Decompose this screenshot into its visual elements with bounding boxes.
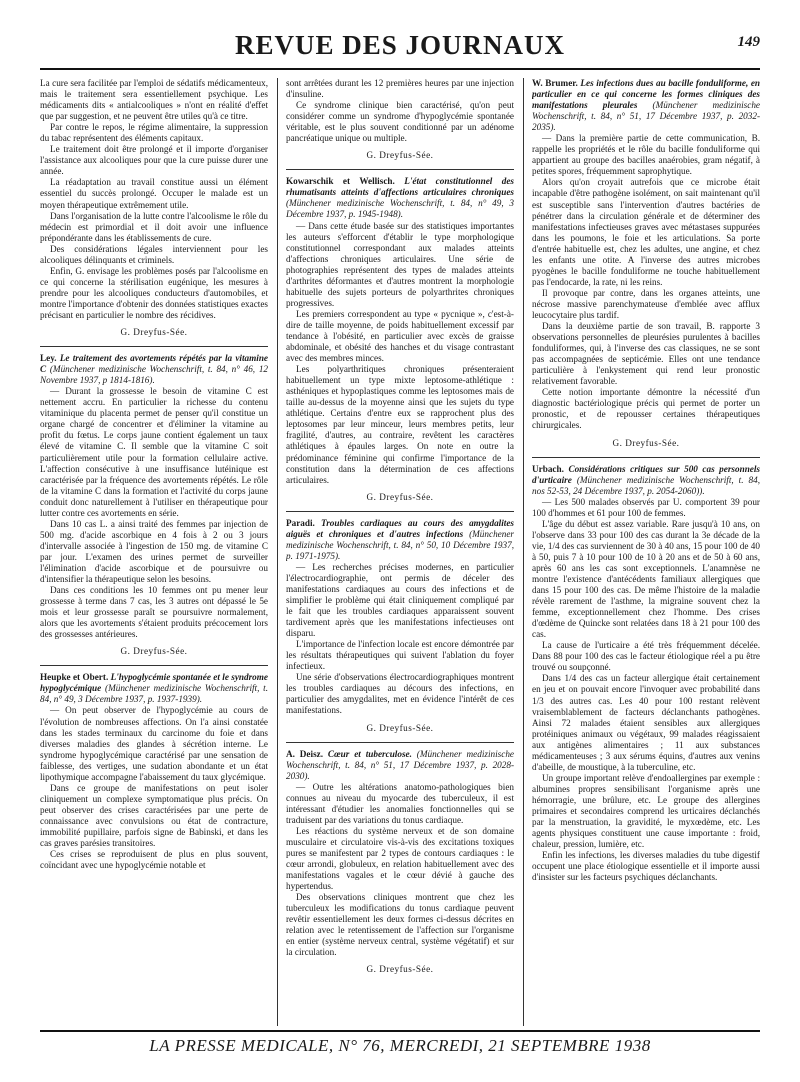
article-citation: (Münchener medizinische Wochenschrift, t. 84, n° 51, 17 Décembre 1937, p. 2028-2030). <box>286 748 514 781</box>
article-title: Troubles cardiaques au cours des amygdalites aiguës et chroniques et d'autres infections <box>286 517 514 539</box>
paragraph: Dans 10 cas L. a ainsi traité des femmes par injection de 500 mg. d'acide ascorbique en 4 fois à 2 ou 3 jours d'intervalle associée à l'ingestion de 150 mg. de vitamine C par jour. L'examen des urines permet de surveiller l'élimination d'acide ascorbique et de poursuivre ou d'intensifier la thérapeutique selon les besoins. <box>40 518 268 585</box>
paragraph: Un groupe important relève d'endoallergines par exemple : albumines propres sensibilisant l'organisme après une hémorragie, une brûlure, etc. Le groupe des allergines primaires et secondaires comprend les urticaires déclanchés par la menstruation, la gravidité, le myxœdème, etc. Les agents physiques constituent une cause importante : froid, chaleur, pression, lumière, etc. <box>532 772 760 850</box>
paragraph: — Durant la grossesse le besoin de vitamine C est nettement accru. En particulier la richesse du contenu vitaminique du placenta permet de penser qu'il constitue un organe chargé de concentrer et d'éliminer la vitamine au profit du fœtus. Le corps jaune contient également un taux élevé de vitamine C. Il semble que la vitamine C soit particulièrement utile pour la formation cellulaire active. L'affection consécutive à une insuffisance lutéinique est caractérisée par la fréquence des avortements répétés. Le rôle de la vitamine C dans la formation et l'activité du corps jaune conduit donc naturellement à l'utiliser en thérapeutique pour lutter contre ces avortements en série. <box>40 386 268 518</box>
article-title: Les infections dues au bacille fonduliforme, en particulier en ce qui concerne les formes cliniques des manifestations pleurales <box>532 78 760 111</box>
signature: G. Dreyfus-Sée. <box>366 150 434 161</box>
article-citation: (Münchener medizinische Wochenschrift, t. 84, n° 49, 3 Décembre 1937, p. 1945-1948). <box>286 198 514 220</box>
paragraph: Alors qu'on croyait autrefois que ce microbe était incapable d'être pathogène isolément, on sait maintenant qu'il est susceptible sans l'intervention d'autres bactéries de pénétrer dans la circulation générale et de déterminer des manifestations infectieuses graves avec métastases suppurées dans les poumons, le foie et les articulations. Sa porte d'entrée habituelle est, chez les adultes, une angine, et chez les enfants une otite. A l'inverse des autres microbes pyogènes le bacille fonduliforme ne touche habituellement pas l'endocarde, la rate, ni les reins. <box>532 177 760 287</box>
paragraph: Les réactions du système nerveux et de son domaine musculaire et circulatoire vis-à-vis des excitations toxiques pures se manifestent par 2 types de contours cardiaques : le cœur arrondi, globuleux, en relation habituellement avec des manifestations vagales et le cœur dévié à gauche des hypertendus. <box>286 825 514 892</box>
article-heading <box>40 353 268 386</box>
page-footer: LA PRESSE MEDICALE, N° 76, MERCREDI, 21 SEPTEMBRE 1938 <box>149 1036 651 1055</box>
paragraph: Dans l'organisation de la lutte contre l'alcoolisme le rôle du médecin est primordial et il doit avoir une influence prépondérante dans les établissements de cure. <box>40 210 268 243</box>
paragraph: Une série d'observations électrocardiographiques montrent les troubles cardiaques au décours des infections, en particulier des amygdalites, met en évidence l'intérêt de ces manifestations. <box>286 672 514 716</box>
paragraph: — Les 500 malades observés par U. comportent 39 pour 100 d'hommes et 61 pour 100 de femmes. <box>532 496 760 518</box>
article-separator <box>40 346 268 347</box>
column-2 <box>286 78 514 1026</box>
article-citation: (Münchener medizinische Wochenschrift, t. 84, n° 50, 10 Décembre 1937, p. 1971-1975). <box>286 528 514 561</box>
paragraph: L'âge du début est assez variable. Rare jusqu'à 10 ans, on l'observe dans 33 pour 100 des cas durant la 3e décade de la vie, 1/4 des cas surviennent de 30 à 40 ans, 15 pour 100 de 40 à 50, puis 7 à 10 pour 100 de 10 à 20 ans et de 50 à 60 ans, après 60 ans les cas sont exceptionnels. L'anamnèse ne montre l'existence d'antécédents familiaux allergiques que dans 15 pour 100 des cas. De même l'histoire de la maladie révèle rarement de l'asthme, la migraine souvent chez la femme, exceptionnellement chez l'homme. Des crises d'œdème de Quincke sont relatées dans 18 à 21 pour 100 des cas. <box>532 518 760 640</box>
article-title: L'hypoglycémie spontanée et le syndrome hypoglycémique <box>40 672 268 694</box>
article-separator <box>40 665 268 666</box>
paragraph: — On peut observer de l'hypoglycémie au cours de l'évolution de nombreuses affections. On l'a ainsi constatée dans les stades terminaux du carcinome du foie et dans diverses maladies des glandes à sécrétion interne. Le syndrome hypoglycémique caractérisé par une sensation de faiblesse, des vertiges, une sudation abondante et un état lipothymique accompagne l'abaissement du taux glycémique. <box>40 705 268 782</box>
signature: G. Dreyfus-Sée. <box>120 646 188 657</box>
paragraph: Enfin les infections, les diverses maladies du tube digestif occupent une place étiologique essentielle et il importe aussi d'insister sur les facteurs psychiques déclanchants. <box>532 850 760 883</box>
article-separator <box>286 511 514 512</box>
paragraph: Cette notion importante démontre la nécessité d'un diagnostic bactériologique précis qui permet de porter un pronostic, et de repousser certaines thérapeutiques chirurgicales. <box>532 387 760 431</box>
footer-rule <box>40 1030 760 1032</box>
paragraph: Des considérations légales interviennent pour les alcooliques délinquants et criminels. <box>40 243 268 265</box>
journal-title: REVUE DES JOURNAUX <box>234 30 566 60</box>
paragraph: — Dans la première partie de cette communication, B. rappelle les propriétés et le rôle du bacille fonduliforme qui appartient au groupe des bacilles anaérobies, gram négatif, à petites spores, fréquemment saprophytique. <box>532 133 760 177</box>
column-1 <box>40 78 268 1026</box>
paragraph: sont arrêtées durant les 12 premières heures par une injection d'insuline. <box>286 78 514 100</box>
paragraph: Le traitement doit être prolongé et il importe d'organiser l'assistance aux alcooliques pour que la cure puisse durer une année. <box>40 144 268 177</box>
paragraph: Dans ces conditions les 10 femmes ont pu mener leur grossesse à terme dans 7 cas, les 3 autres ont dépassé le 5e mois et leur grossesse paraît se poursuivre normalement, alors que les avortements s'étaient produits précocement lors des grossesses antérieures. <box>40 585 268 640</box>
paragraph: Ces crises se reproduisent de plus en plus souvent, coïncidant avec une hypoglycémie notable et <box>40 849 268 871</box>
article-author: A. Deisz. <box>286 748 324 759</box>
paragraph: Ce syndrome clinique bien caractérisé, qu'on peut considérer comme un syndrome d'hypoglycémie spontanée véritable, est le plus souvent conditionné par un adénome pancréatique unique ou multiple. <box>286 100 514 144</box>
article-citation: (Münchener medizinische Wochenschrift, t. 84, n° 49, 3 Décembre 1937, p. 1937-1939). <box>40 683 268 705</box>
article-title: Le traitement des avortements répétés par la vitamine C <box>40 353 268 375</box>
article-heading <box>532 464 760 497</box>
header-rule <box>40 68 760 70</box>
paragraph: — Les recherches précises modernes, en particulier l'électrocardiographie, ont permis de déceler des manifestations cardiaques au cours des infections et de simplifier le problème qui était cliniquement compliqué par le fait que les troubles cardiaques apparaissent souvent tardivement après que les manifestations infectieuses ont disparu. <box>286 561 514 639</box>
paragraph: La cause de l'urticaire a été très fréquemment décelée. Dans 88 pour 100 des cas le facteur étiologique réel a pu être trouvé ou soupçonné. <box>532 640 760 673</box>
article-author: Urbach. <box>532 463 564 474</box>
paragraph: Il provoque par contre, dans les organes atteints, une nécrose massive parenchymateuse d'emblée avec afflux leucocytaire plus tardif. <box>532 287 760 320</box>
article-author: Heupke et Obert. <box>40 672 109 683</box>
article-heading <box>286 518 514 562</box>
article-author: W. Brumer. <box>532 78 578 88</box>
column-3 <box>532 78 760 1026</box>
article-heading <box>286 176 514 220</box>
article-separator <box>286 742 514 743</box>
article-author: Paradi. <box>286 517 315 528</box>
article-author: Ley. <box>40 353 57 364</box>
article-title: Considérations critiques sur 500 cas personnels d'urticaire <box>532 463 760 485</box>
signature: G. Dreyfus-Sée. <box>366 491 434 502</box>
paragraph: Dans 1/4 des cas un facteur allergique était certainement en jeu et on pouvait encore l'invoquer avec probabilité dans 1/3 des autres cas. Les 40 pour 100 restant relèvent vraisemblablement de facteurs déclanchants pathogènes. Ainsi 72 malades étaient sensibles aux allergiques protéiniques animaux ou végétaux, 99 malades réagissaient aux antigènes alimentaires ; 11 aux substances médicamenteuses ; 3 aux sérums équins, d'autres aux venins d'abeille, de moustique, à la tuberculine, etc. <box>532 673 760 772</box>
paragraph: Des observations cliniques montrent que chez les tuberculeux les modifications du tonus cardiaque peuvent revêtir essentiellement les deux formes ci-dessus décrites en relation avec le retentissement de l'affection sur l'organisme en entier (système nerveux central, système végétatif) et sur la circulation. <box>286 892 514 958</box>
article-author: Kowarschik et Wellisch. <box>286 176 395 187</box>
article-heading <box>286 749 514 782</box>
signature: G. Dreyfus-Sée. <box>366 964 434 975</box>
signature: G. Dreyfus-Sée. <box>612 437 680 448</box>
paragraph: Dans la deuxième partie de son travail, B. rapporte 3 observations personnelles de pleurésies purulentes à bacilles fonduliformes, qui, à l'inverse des cas classiques, ne se sont pas accompagnées de septicémie. Elles ont une tendance particulière à l'enkystement qui rend leur pronostic relativement favorable. <box>532 321 760 387</box>
column-divider <box>523 78 524 1026</box>
article-title: L'état constitutionnel des rhumatisants atteints d'affections articulaires chroniques <box>286 176 514 198</box>
article-columns <box>40 78 760 1026</box>
paragraph: Dans ce groupe de manifestations on peut isoler cliniquement un complexe symptomatique plus précis. On peut observer des crises caractérisées par une perte de connaissance avec convulsions ou état de contracture, immobilité pupillaire, parfois signe de Babinski, et dans les cas graves parésies transitoires. <box>40 782 268 849</box>
page-header <box>40 26 760 66</box>
article-citation: (Münchener medizinische Wochenschrift, t. 84, nos 52-53, 24 Décembre 1937, p. 2054-2060)). <box>532 474 760 496</box>
article-separator <box>286 169 514 170</box>
paragraph: Enfin, G. envisage les problèmes posés par l'alcoolisme en ce qui concerne la stérilisation eugénique, les mesures à prendre pour les alcooliques conducteurs d'automobiles, et montre l'importance d'obtenir des données statistiques exactes précisant en particulier le nombre des récidives. <box>40 265 268 320</box>
paragraph: L'importance de l'infection locale est encore démontrée par les résultats thérapeutiques qui suivent l'ablation du foyer infectieux. <box>286 639 514 672</box>
paragraph: La cure sera facilitée par l'emploi de sédatifs médicamenteux, mais le traitement sera essentiellement psychique. Les médicaments dits « antialcooliques » n'ont en réalité d'effet que par suggestion, et ne peuvent être utiles qu'à ce titre. <box>40 78 268 122</box>
signature: G. Dreyfus-Sée. <box>120 327 188 338</box>
paragraph: — Dans cette étude basée sur des statistiques importantes les auteurs s'efforcent d'établir le type morphologique constitutionnel correspondant aux malades atteints d'affections chroniques articulaires. Une série de photographies représentent des types de malades atteints d'arthrites déformantes et d'autres montrent la morphologie habituelle des sujets porteurs de polyarthrites chroniques progressives. <box>286 220 514 308</box>
article-heading <box>532 78 760 133</box>
signature: G. Dreyfus-Sée. <box>366 722 434 733</box>
article-separator <box>532 457 760 458</box>
paragraph: La réadaptation au travail constitue aussi un élément essentiel du succès prolongé. Occuper le malade est un moyen thérapeutique extrêmement utile. <box>40 177 268 210</box>
paragraph: Les premiers correspondent au type « pycnique », c'est-à-dire de taille moyenne, de poids habituellement excessif par tendance à l'obésité, en particulier avec excès de graisse abdominale, et obésité des hanches et du visage contrastant avec des membres minces. <box>286 308 514 364</box>
page-number: 149 <box>737 34 760 50</box>
paragraph: Par contre le repos, le régime alimentaire, la suppression du tabac représentent des éléments capitaux. <box>40 122 268 144</box>
column-divider <box>277 78 278 1026</box>
article-title: Cœur et tuberculose. <box>327 748 412 759</box>
paragraph: Les polyarthritiques chroniques présenteraient habituellement un type mixte leptosome-athlétique : asthéniques et hypoplastiques comme les leptosomes mais de taille au-dessus de la moyenne ainsi que les sujets du type athlétique. Certains d'entre eux se rapprochent plus des leptosomes par leur minceur, leurs membres petits, leur fragilité, d'autres, au contraire, revêtent les caractères athlétiques à épaules larges. On note en outre la prédominance féminine qui confirme l'importance de la constitution dans la détermination de ces affections articulaires. <box>286 364 514 485</box>
paragraph: — Outre les altérations anatomo-pathologiques bien connues au niveau du myocarde des tuberculeux, il est intéressant d'étudier les anomalies fonctionnelles qui se traduisent par des variations du tonus cardiaque. <box>286 781 514 825</box>
article-citation: (Münchener medizinische Wochenschrift, t. 84, n° 51, 17 Décembre 1937, p. 2032-2035). <box>532 100 760 133</box>
article-heading <box>40 672 268 705</box>
article-citation: (Münchener medizinische Wochenschrift, t. 84, n° 46, 12 Novembre 1937, p 1814-1816). <box>40 364 268 386</box>
